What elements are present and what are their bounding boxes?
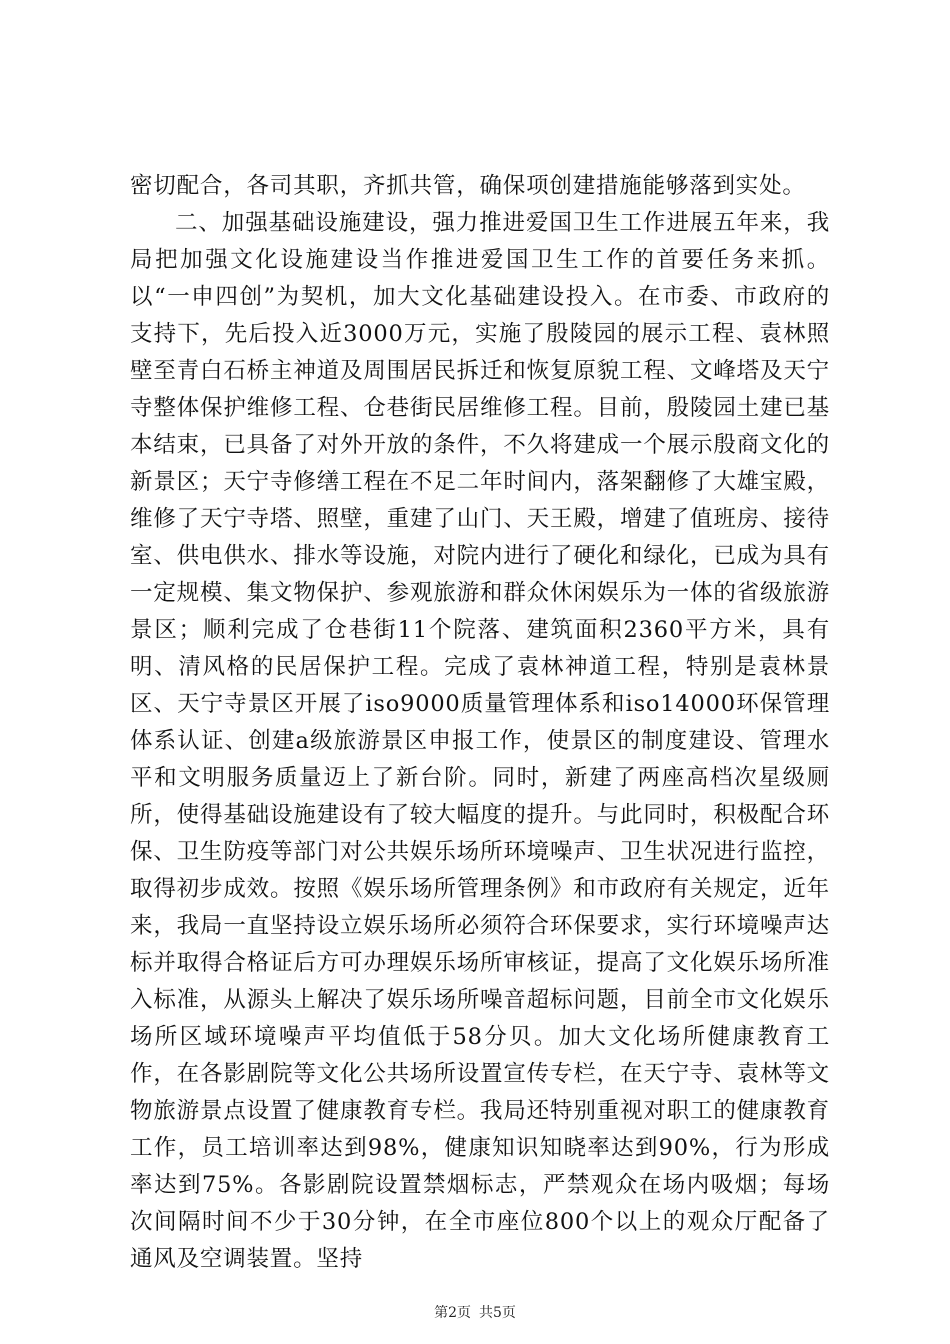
paragraph-continuation: 密切配合，各司其职，齐抓共管，确保项创建措施能够落到实处。: [130, 173, 806, 199]
page-footer: [0, 1303, 950, 1323]
page-total: 共5页: [479, 1305, 516, 1321]
paragraph-section-two: 二、加强基础设施建设，强力推进爱国卫生工作进展五年来，我局把加强文化设施建设当作推进爱国卫生工作的首要任务来抓。以“一申四创”为契机，加大文化基础建设投入。在市委、市政府的支持下，先后投入近3000万元，实施了殷陵园的展示工程、袁林照壁至青白石桥主神道及周围居民拆迁和恢复原貌工程、文峰塔及天宁寺整体保护维修工程、仓巷街民居维修工程。目前，殷陵园土建已基本结束，已具备了对外开放的条件，不久将建成一个展示殷商文化的新景区；天宁寺修缮工程在不足二年时间内，落架翻修了大雄宝殿，维修了天宁寺塔、照壁，重建了山门、天王殿，增建了值班房、接待室、供电供水、排水等设施，对院内进行了硬化和绿化，已成为具有一定规模、集文物保护、参观旅游和群众休闲娱乐为一体的省级旅游景区；顺利完成了仓巷街11个院落、建筑面积2360平方米，具有明、清风格的民居保护工程。完成了袁林神道工程，特别是袁林景区、天宁寺景区开展了iso9000质量管理体系和iso14000环保管理体系认证、创建a级旅游景区申报工作，使景区的制度建设、管理水平和文明服务质量迈上了新台阶。同时，新建了两座高档次星级厕所，使得基础设施建设有了较大幅度的提升。与此同时，积极配合环保、卫生防疫等部门对公共娱乐场所环境噪声、卫生状况进行监控，取得初步成效。按照《娱乐场所管理条例》和市政府有关规定，近年来，我局一直坚持设立娱乐场所必须符合环保要求，实行环境噪声达标并取得合格证后方可办理娱乐场所审核证，提高了文化娱乐场所准入标准，从源头上解决了娱乐场所噪音超标问题，目前全市文化娱乐场所区域环境噪声平均值低于58分贝。加大文化场所健康教育工作，在各影剧院等文化公共场所设置宣传专栏，在天宁寺、袁林等文物旅游景点设置了健康教育专栏。我局还特别重视对职工的健康教育工作，员工培训率达到98%，健康知识知晓率达到90%，行为形成率达到75%。各影剧院设置禁烟标志，严禁观众在场内吸烟；每场次间隔时间不少于30分钟，在全市座位800个以上的观众厅配备了通风及空调装置。坚持: [130, 210, 830, 1272]
page-number: 第2页: [434, 1305, 471, 1321]
document-body: [130, 168, 830, 1278]
